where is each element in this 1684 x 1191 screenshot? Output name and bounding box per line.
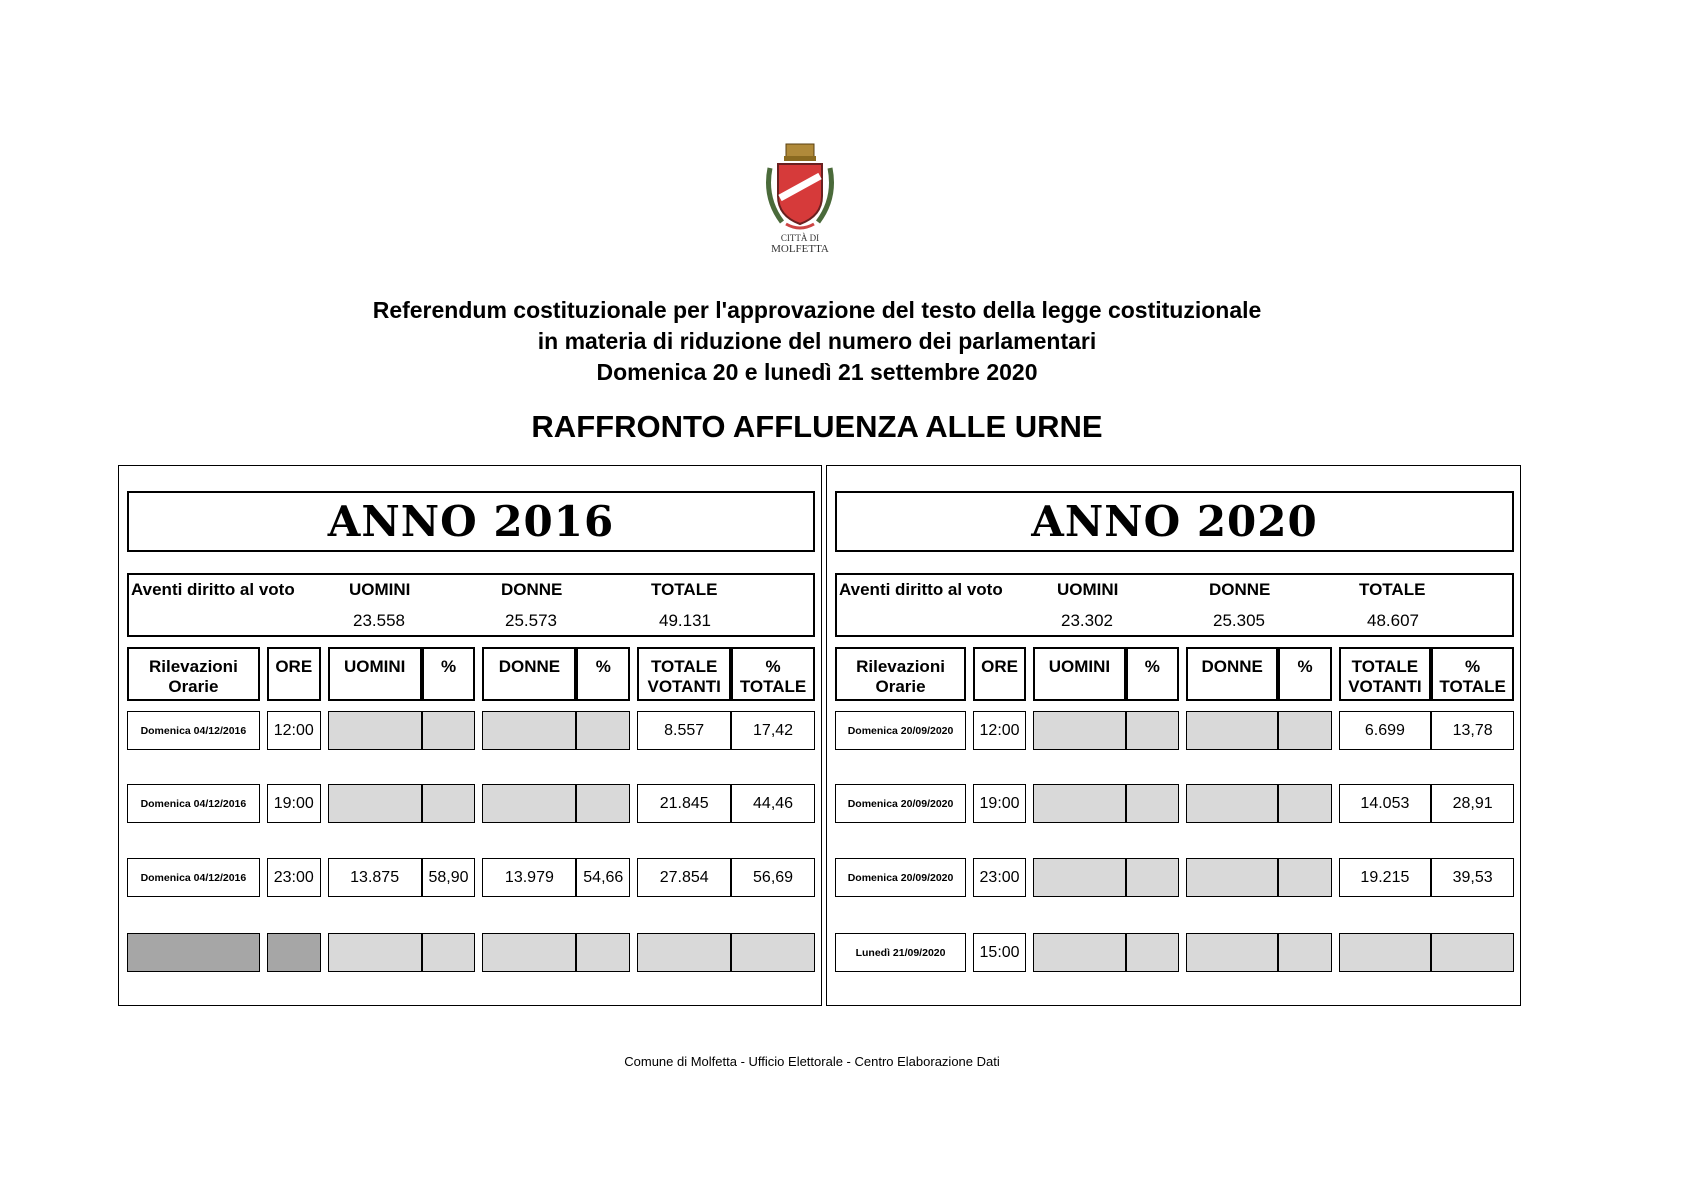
eligible-totale-label: TOTALE [1359,580,1426,599]
header-totale-votanti-text: VOTANTI [1348,677,1422,696]
row-4-totale-pct [1431,933,1514,972]
eligible-totale-label: TOTALE [651,580,718,599]
row-2-uomini [1033,784,1126,823]
header-donne [1186,647,1279,701]
row-4-donne [482,933,576,972]
header-uomini-pct-text: % [1144,657,1160,676]
row-3-donne-pct: 54,66 [576,858,630,897]
row-4-donne-pct [1278,933,1331,972]
header-pct-totale [1431,647,1514,701]
header-rilevazioni-text: Rilevazioni [856,657,945,676]
eligible-donne-value: 25.573 [505,611,557,630]
row-3-donne: 13.979 [482,858,576,897]
row-4-totale [1339,933,1432,972]
row-3-ore: 23:00 [267,858,321,897]
emblem-city-of: CITTÀ DI [780,233,820,243]
row-2-ore: 19:00 [973,784,1026,823]
header-donne-text: DONNE [498,657,561,676]
row-1-uomini [1033,711,1126,750]
row-1-uomini-pct [422,711,476,750]
header-rilevazioni-text: Rilevazioni [148,657,238,676]
header-pct-totale-text: % [1465,657,1481,676]
header-uomini [1033,647,1126,701]
page-title [0,295,1634,388]
header-donne-pct-text: % [595,657,611,676]
row-4-uomini-pct [1126,933,1179,972]
row-2-donne [482,784,576,823]
eligible-uomini-value: 23.558 [353,611,405,630]
row-1-ore: 12:00 [973,711,1026,750]
row-2-uomini-pct [422,784,476,823]
row-2-label: Domenica 20/09/2020 [835,784,966,823]
row-3-totale: 19.215 [1339,858,1432,897]
eligible-donne-label: DONNE [501,580,563,599]
header-pct-totale-text: TOTALE [1439,677,1506,696]
eligible-totale-value: 49.131 [659,611,711,630]
row-4-uomini [1033,933,1126,972]
header-uomini-pct-text: % [440,657,457,676]
row-3-donne [1186,858,1279,897]
row-4-totale-pct [731,933,815,972]
row-1-totale: 8.557 [637,711,731,750]
year-title: ANNO 2016 [127,491,815,552]
row-2-uomini-pct [1126,784,1179,823]
row-2-totale-pct: 28,91 [1431,784,1514,823]
header-totale-votanti-text: VOTANTI [647,677,721,696]
row-2-totale: 21.845 [637,784,731,823]
coat-of-arms-icon [762,138,838,234]
header-donne [482,647,576,701]
header-pct-totale-text: % [765,657,781,676]
aventi-label: Aventi diritto al voto [131,580,295,599]
row-1-label: Domenica 20/09/2020 [835,711,966,750]
header-uomini-text: UOMINI [343,657,406,676]
header-uomini [328,647,422,701]
title-line-3: Domenica 20 e lunedì 21 settembre 2020 [596,359,1038,385]
row-1-totale: 6.699 [1339,711,1432,750]
row-3-totale: 27.854 [637,858,731,897]
row-3-totale-pct: 39,53 [1431,858,1514,897]
city-emblem [762,138,838,256]
row-4-uomini-pct [422,933,476,972]
row-2-donne-pct [1278,784,1331,823]
panel-2020 [826,465,1521,1006]
row-1-donne-pct [576,711,630,750]
row-2-totale-pct: 44,46 [731,784,815,823]
aventi-label: Aventi diritto al voto [839,580,1003,599]
row-2-totale: 14.053 [1339,784,1432,823]
row-1-label: Domenica 04/12/2016 [127,711,260,750]
row-4-donne [1186,933,1279,972]
eligible-uomini-label: UOMINI [1057,580,1119,599]
page-subtitle: RAFFRONTO AFFLUENZA ALLE URNE [531,409,1103,444]
header-ore-text: ORE [275,657,313,676]
row-1-uomini [328,711,422,750]
row-4-ore: 15:00 [973,933,1026,972]
eligible-totale-value: 48.607 [1367,611,1419,630]
header-uomini-pct [422,647,476,701]
row-1-donne-pct [1278,711,1331,750]
header-rilevazioni-text: Orarie [875,677,926,696]
row-4-uomini [328,933,422,972]
footer-text: Comune di Molfetta - Ufficio Elettorale - Centro Elaborazione Dati [624,1054,1000,1069]
row-4-label [127,933,260,972]
row-2-label: Domenica 04/12/2016 [127,784,260,823]
header-rilevazioni [127,647,260,701]
row-1-donne [482,711,576,750]
row-3-label: Domenica 04/12/2016 [127,858,260,897]
row-1-totale-pct: 17,42 [731,711,815,750]
header-uomini-text: UOMINI [1048,657,1111,676]
header-uomini-pct [1126,647,1179,701]
header-totale-votanti-text: TOTALE [1351,657,1419,676]
header-ore [973,647,1026,701]
year-title: ANNO 2020 [835,491,1514,552]
header-ore [267,647,321,701]
emblem-city-name: MOLFETTA [771,243,829,255]
title-line-2: in materia di riduzione del numero dei parlamentari [537,328,1097,354]
row-2-donne-pct [576,784,630,823]
row-3-uomini-pct [1126,858,1179,897]
row-4-label: Lunedì 21/09/2020 [835,933,966,972]
header-totale-votanti [637,647,731,701]
title-line-1: Referendum costituzionale per l'approvazione del testo della legge costituzionale [372,297,1262,323]
header-donne-pct-text: % [1297,657,1313,676]
row-2-ore: 19:00 [267,784,321,823]
eligible-voters-box [127,573,815,637]
row-1-donne [1186,711,1279,750]
row-4-donne-pct [576,933,630,972]
row-3-totale-pct: 56,69 [731,858,815,897]
row-3-uomini [1033,858,1126,897]
row-3-label: Domenica 20/09/2020 [835,858,966,897]
row-1-totale-pct: 13,78 [1431,711,1514,750]
eligible-uomini-value: 23.302 [1061,611,1113,630]
row-2-donne [1186,784,1279,823]
header-totale-votanti [1339,647,1432,701]
header-ore-text: ORE [981,657,1018,676]
row-4-ore [267,933,321,972]
row-1-uomini-pct [1126,711,1179,750]
header-donne-pct [576,647,630,701]
header-rilevazioni [835,647,966,701]
row-1-ore: 12:00 [267,711,321,750]
eligible-voters-box [835,573,1514,637]
panel-2016 [118,465,822,1006]
row-3-ore: 23:00 [973,858,1026,897]
eligible-uomini-label: UOMINI [349,580,411,599]
row-2-uomini [328,784,422,823]
header-rilevazioni-text: Orarie [168,677,219,696]
header-pct-totale-text: TOTALE [739,677,807,696]
header-donne-pct [1278,647,1331,701]
eligible-donne-label: DONNE [1209,580,1271,599]
row-4-totale [637,933,731,972]
eligible-donne-value: 25.305 [1213,611,1265,630]
row-3-donne-pct [1278,858,1331,897]
header-donne-text: DONNE [1201,657,1263,676]
header-pct-totale [731,647,815,701]
header-totale-votanti-text: TOTALE [650,657,718,676]
row-3-uomini-pct: 58,90 [422,858,476,897]
row-3-uomini: 13.875 [328,858,422,897]
